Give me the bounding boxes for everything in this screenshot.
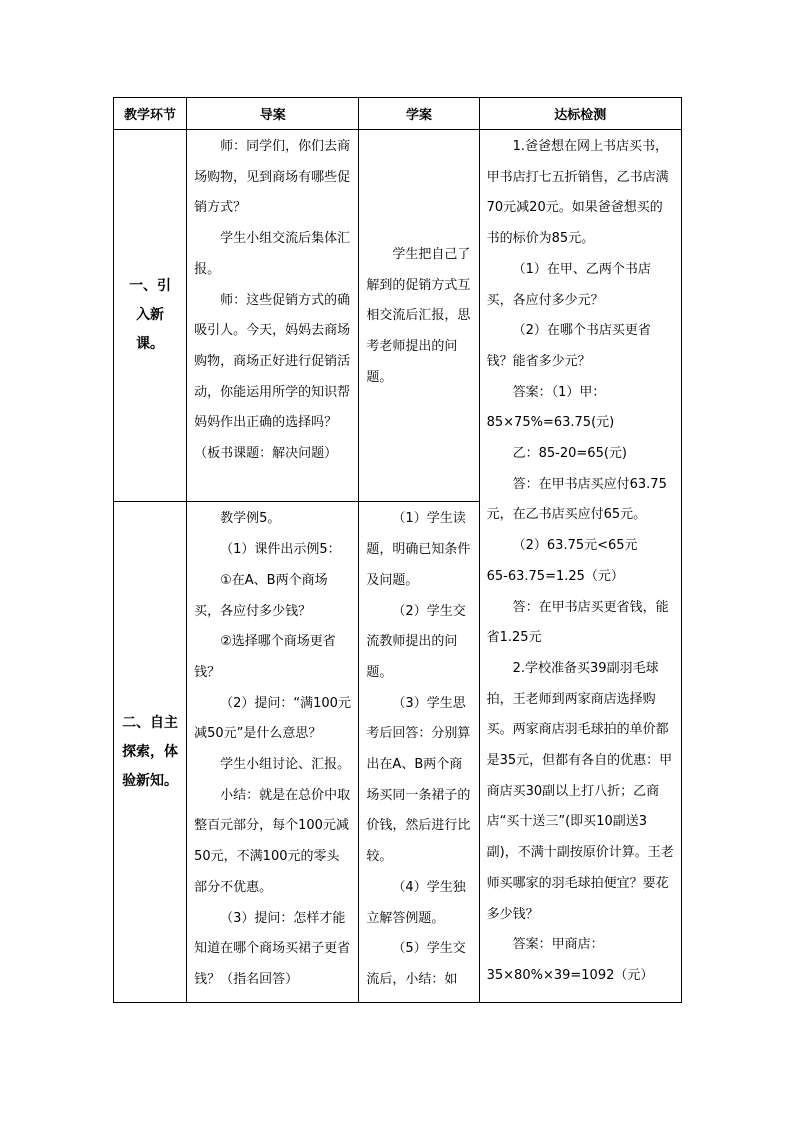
test-paragraph: 2.学校准备买39副羽毛球拍，王老师到两家商店选择购买。两家商店羽毛球拍的单价都是35元，但都有各自的优惠：甲商店买30副以上打八折；乙商店“买十送三”(即买10副送3副)，不满十副按原价计算。王老师买哪家的羽毛球拍便宜？要花多少钱？ xyxy=(486,660,674,922)
guide-paragraph: 学生小组讨论、汇报。 xyxy=(220,757,351,773)
test-paragraph: 答：在甲书店买应付63.75元，在乙书店买应付65元。 xyxy=(486,476,667,523)
header-teacher-guide: 导案 xyxy=(187,98,359,130)
test-paragraph: （2）在哪个书店买更省钱？能省多少元？ xyxy=(486,323,651,369)
guide-paragraph: 小结：就是在总价中取整百元部分，每个100元减50元，不满100元的零头部分不优惠。 xyxy=(194,787,351,895)
test-paragraph: 答案：甲商店：35×80%×39=1092（元） xyxy=(486,937,654,983)
guide-paragraph: ②选择哪个商场更省钱？ xyxy=(194,634,336,680)
study-paragraph: （1）学生读题，明确已知条件及问题。 xyxy=(366,511,471,588)
header-assessment: 达标检测 xyxy=(479,98,681,130)
study-paragraph: （2）学生交流教师提出的问题。 xyxy=(366,603,466,680)
test-paragraph: （1）在甲、乙两个书店买，各应付多少元？ xyxy=(486,261,651,308)
guide-paragraph: 师：同学们，你们去商场购物，见到商场有哪些促销方式？ xyxy=(194,139,351,216)
header-student-study: 学案 xyxy=(359,98,479,130)
lesson-plan-table xyxy=(113,97,682,1003)
study-paragraph: （5）学生交流后，小结：如 xyxy=(366,941,466,987)
assessment-cell xyxy=(479,130,681,1003)
test-paragraph: 答：在甲书店买更省钱，能省1.25元 xyxy=(486,599,669,646)
study-paragraph: （3）学生思考后回答：分别算出在A、B两个商场买同一条裙子的价钱，然后进行比较。 xyxy=(366,695,471,865)
test-paragraph: 乙：85-20=65(元) xyxy=(512,446,627,462)
header-teaching-stage: 教学环节 xyxy=(114,98,187,130)
student-study-cell xyxy=(359,502,479,1003)
stage-intro: 一、引入新课。 xyxy=(114,130,187,502)
guide-paragraph: （3）提问：怎样才能知道在哪个商场买裙子更省钱？（指名回答） xyxy=(194,910,351,987)
guide-paragraph: （1）课件出示例5： xyxy=(220,542,341,558)
guide-paragraph: ①在A、B两个商场买，各应付多少钱？ xyxy=(194,572,328,619)
table-header-row xyxy=(114,98,682,130)
guide-paragraph: 学生小组交流后集体汇报。 xyxy=(194,231,351,277)
test-paragraph: 1.爸爸想在网上书店买书，甲书店打七五折销售，乙书店满70元减20元。如果爸爸想买的书的标价为85元。 xyxy=(486,139,669,247)
guide-paragraph: （2）提问：“满100元减50元”是什么意思？ xyxy=(194,695,351,742)
test-paragraph: 65-63.75=1.25（元） xyxy=(486,568,624,584)
test-paragraph: 答案：（1）甲：85×75%=63.75(元) xyxy=(486,384,615,431)
teacher-guide-cell xyxy=(187,502,359,1003)
test-paragraph: （2）63.75元<65元 xyxy=(512,538,638,554)
study-paragraph: 学生把自己了解到的促销方式互相交流后汇报，思考老师提出的问题。 xyxy=(366,246,471,385)
study-paragraph: （4）学生独立解答例题。 xyxy=(366,879,466,926)
guide-paragraph: 教学例5。 xyxy=(220,511,281,527)
student-study-cell xyxy=(359,130,479,502)
table-row xyxy=(114,130,682,502)
guide-paragraph: 师：这些促销方式的确吸引人。今天，妈妈去商场购物，商场正好进行促销活动，你能运用所学的知识帮妈妈作出正确的选择吗？（板书课题：解决问题） xyxy=(194,292,351,462)
teacher-guide-cell xyxy=(187,130,359,502)
stage-explore: 二、自主探索，体验新知。 xyxy=(114,502,187,1003)
